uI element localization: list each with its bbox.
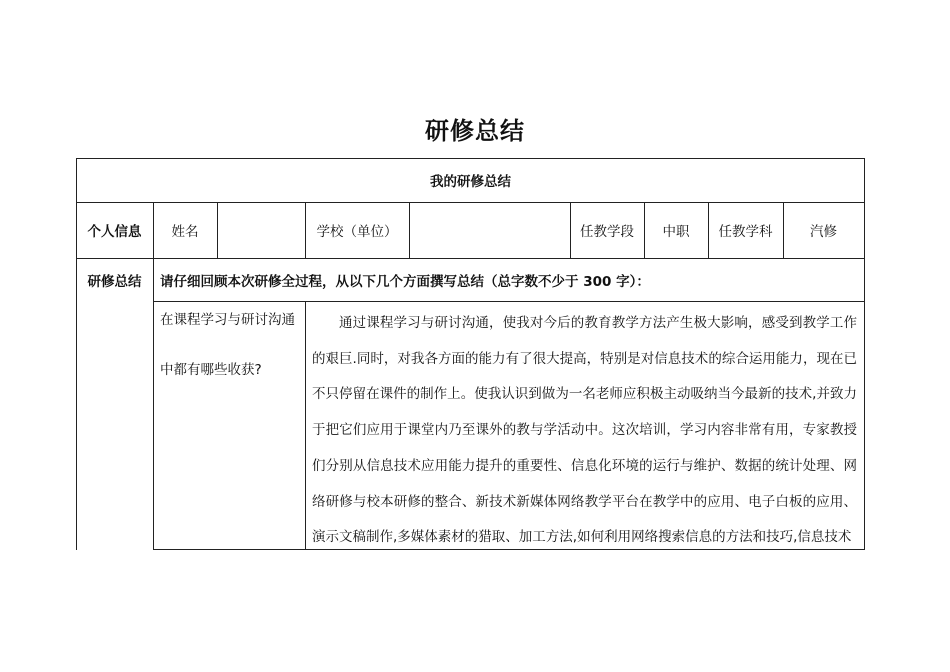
teaching-subject-label: 任教学科 <box>718 224 773 240</box>
table-rule-question-col <box>305 301 306 550</box>
summary-table <box>76 158 865 550</box>
name-label: 姓名 <box>171 224 199 240</box>
teaching-stage-value: 中职 <box>662 224 690 240</box>
name-value <box>217 202 305 258</box>
document-title: 研修总结 <box>425 117 525 145</box>
summary-label: 研修总结 <box>87 273 142 290</box>
table-header: 我的研修总结 <box>430 174 511 190</box>
personal-info-label: 个人信息 <box>87 224 142 240</box>
table-border-right <box>864 158 865 550</box>
summary-question-line-2: 中都有哪些收获? <box>160 362 262 378</box>
school-value <box>409 202 570 258</box>
teaching-stage-label: 任教学段 <box>580 224 634 240</box>
summary-instruction: 请仔细回顾本次研修全过程，从以下几个方面撰写总结（总字数不少于 300 字）： <box>160 273 650 290</box>
summary-question-line-1: 在课程学习与研讨沟通 <box>160 312 295 328</box>
table-rule-instruction <box>153 301 865 302</box>
summary-question <box>160 303 302 388</box>
school-label: 学校（单位） <box>316 224 398 240</box>
teaching-subject-value: 汽修 <box>810 224 837 240</box>
summary-answer: 通过课程学习与研讨沟通，使我对今后的教育教学方法产生极大影响，感受到教学工作的艰巨.同时，对我各方面的能力有了很大提高，特别是对信息技术的综合运用能力，现在已不只停留在课件的制作上。使我认识到做为一名老师应积极主动吸纳当今最新的技术,并致力于把它们应用于课堂内乃至课外的教与学活动中。这次培训，学习内容非常有用，专家教授们分别从信息技术应用能力提升的重要性、信息化环境的运行与维护、数据的统计处理、网络研修与校本研修的整合、新技术新媒体网络教学平台在教学中的应用、电子白板的应用、演示文稿制作,多媒体素材的猎取、加工方法,如何利用网络搜索信息的方法和技巧,信息技术 <box>312 315 857 546</box>
